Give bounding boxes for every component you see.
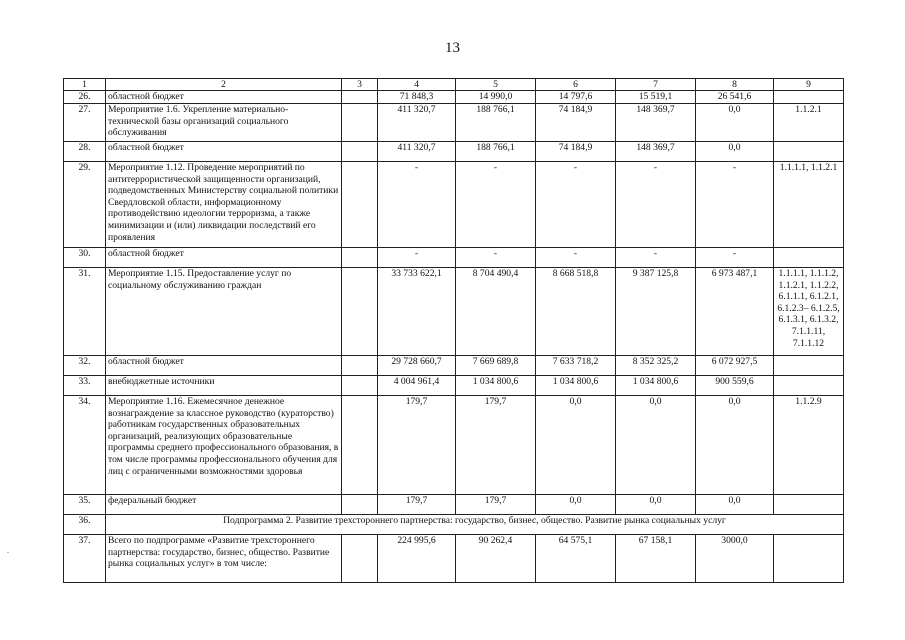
- col3-cell: [342, 376, 378, 396]
- value-cell: 15 519,1: [616, 91, 696, 104]
- row-number: 31.: [64, 268, 106, 356]
- row-number: 33.: [64, 376, 106, 396]
- value-cell: 90 262,4: [456, 535, 536, 583]
- target-code-cell: [774, 91, 844, 104]
- col3-cell: [342, 396, 378, 495]
- row-number: 36.: [64, 515, 106, 535]
- col3-cell: [342, 535, 378, 583]
- header-cell: 9: [774, 79, 844, 91]
- target-code-cell: 1.1.2.9: [774, 396, 844, 495]
- subprogram-row: [64, 515, 844, 535]
- value-cell: 0,0: [696, 104, 774, 142]
- row-number: 30.: [64, 248, 106, 268]
- value-cell: 8 668 518,8: [536, 268, 616, 356]
- value-cell: -: [456, 248, 536, 268]
- table-row: [64, 104, 844, 142]
- header-cell: 7: [616, 79, 696, 91]
- value-cell: 14 990,0: [456, 91, 536, 104]
- value-cell: 179,7: [378, 396, 456, 495]
- row-description: федеральный бюджет: [106, 495, 342, 515]
- value-cell: 0,0: [536, 396, 616, 495]
- value-cell: 0,0: [616, 396, 696, 495]
- value-cell: 29 728 660,7: [378, 356, 456, 376]
- table-row: [64, 495, 844, 515]
- value-cell: 6 072 927,5: [696, 356, 774, 376]
- row-number: 32.: [64, 356, 106, 376]
- value-cell: -: [696, 162, 774, 248]
- value-cell: 8 704 490,4: [456, 268, 536, 356]
- header-cell: 3: [342, 79, 378, 91]
- value-cell: 411 320,7: [378, 142, 456, 162]
- value-cell: -: [616, 248, 696, 268]
- value-cell: -: [696, 248, 774, 268]
- row-description: Мероприятие 1.16. Ежемесячное денежное вознаграждение за классное руководство (кураторство) работникам государственных образовательных организаций, реализующих образовательные программы среднего профессионального образования, в том числе программы профессионального обучения для лиц с ограниченными возможностями здоровья: [106, 396, 342, 495]
- table-row: [64, 142, 844, 162]
- value-cell: 179,7: [378, 495, 456, 515]
- value-cell: 71 848,3: [378, 91, 456, 104]
- table-row: [64, 376, 844, 396]
- table-row: [64, 396, 844, 495]
- value-cell: 64 575,1: [536, 535, 616, 583]
- value-cell: 6 973 487,1: [696, 268, 774, 356]
- value-cell: 900 559,6: [696, 376, 774, 396]
- table-row: [64, 91, 844, 104]
- table-row: [64, 248, 844, 268]
- table-row: [64, 268, 844, 356]
- value-cell: -: [616, 162, 696, 248]
- value-cell: 74 184,9: [536, 142, 616, 162]
- header-cell: 2: [106, 79, 342, 91]
- header-cell: 1: [64, 79, 106, 91]
- target-code-cell: 1.1.1.1, 1.1.2.1: [774, 162, 844, 248]
- value-cell: 0,0: [696, 396, 774, 495]
- row-description: областной бюджет: [106, 91, 342, 104]
- value-cell: -: [378, 248, 456, 268]
- value-cell: 179,7: [456, 495, 536, 515]
- value-cell: 188 766,1: [456, 104, 536, 142]
- header-cell: 8: [696, 79, 774, 91]
- value-cell: 188 766,1: [456, 142, 536, 162]
- value-cell: 33 733 622,1: [378, 268, 456, 356]
- target-code-cell: [774, 356, 844, 376]
- budget-table: [63, 78, 844, 583]
- row-description: областной бюджет: [106, 248, 342, 268]
- row-number: 35.: [64, 495, 106, 515]
- stray-mark: .: [7, 546, 9, 555]
- col3-cell: [342, 356, 378, 376]
- table-row: [64, 535, 844, 583]
- value-cell: 8 352 325,2: [616, 356, 696, 376]
- header-cell: 4: [378, 79, 456, 91]
- target-code-cell: [774, 248, 844, 268]
- row-number: 28.: [64, 142, 106, 162]
- value-cell: 224 995,6: [378, 535, 456, 583]
- value-cell: 148 369,7: [616, 142, 696, 162]
- subprogram-title: Подпрограмма 2. Развитие трехстороннего партнерства: государство, бизнес, общество. Развитие рынка социальных услуг: [106, 515, 844, 535]
- col3-cell: [342, 162, 378, 248]
- value-cell: 148 369,7: [616, 104, 696, 142]
- value-cell: 0,0: [696, 495, 774, 515]
- value-cell: -: [456, 162, 536, 248]
- col3-cell: [342, 248, 378, 268]
- page-number: 13: [445, 40, 460, 56]
- target-code-cell: [774, 142, 844, 162]
- value-cell: 0,0: [616, 495, 696, 515]
- row-description: Мероприятие 1.12. Проведение мероприятий по антитеррористической защищенности организаций, подведомственных Министерству социальной политики Свердловской области, информационному противодействию идеологии терроризма, а также минимизации и (или) ликвидации последствий его проявления: [106, 162, 342, 248]
- value-cell: 179,7: [456, 396, 536, 495]
- row-description: Мероприятие 1.6. Укрепление материально-технической базы организаций социального обслуживания: [106, 104, 342, 142]
- table-row: [64, 162, 844, 248]
- row-description: областной бюджет: [106, 356, 342, 376]
- target-code-cell: [774, 535, 844, 583]
- value-cell: 26 541,6: [696, 91, 774, 104]
- value-cell: 411 320,7: [378, 104, 456, 142]
- header-cell: 5: [456, 79, 536, 91]
- table-row: [64, 356, 844, 376]
- row-number: 37.: [64, 535, 106, 583]
- value-cell: 0,0: [696, 142, 774, 162]
- value-cell: 7 633 718,2: [536, 356, 616, 376]
- row-description: областной бюджет: [106, 142, 342, 162]
- value-cell: 4 004 961,4: [378, 376, 456, 396]
- col3-cell: [342, 268, 378, 356]
- value-cell: 3000,0: [696, 535, 774, 583]
- header-cell: 6: [536, 79, 616, 91]
- value-cell: 1 034 800,6: [616, 376, 696, 396]
- value-cell: 14 797,6: [536, 91, 616, 104]
- row-number: 29.: [64, 162, 106, 248]
- value-cell: 1 034 800,6: [536, 376, 616, 396]
- row-description: внебюджетные источники: [106, 376, 342, 396]
- target-code-cell: 1.1.1.1, 1.1.1.2, 1.1.2.1, 1.1.2.2, 6.1.1.1, 6.1.2.1, 6.1.2.3– 6.1.2.5, 6.1.3.1, 6.1.3.2, 7.1.1.11, 7.1.1.12: [774, 268, 844, 356]
- value-cell: 1 034 800,6: [456, 376, 536, 396]
- value-cell: -: [536, 248, 616, 268]
- value-cell: 7 669 689,8: [456, 356, 536, 376]
- target-code-cell: [774, 376, 844, 396]
- row-number: 27.: [64, 104, 106, 142]
- col3-cell: [342, 142, 378, 162]
- value-cell: -: [378, 162, 456, 248]
- row-number: 34.: [64, 396, 106, 495]
- value-cell: 67 158,1: [616, 535, 696, 583]
- value-cell: 74 184,9: [536, 104, 616, 142]
- target-code-cell: [774, 495, 844, 515]
- value-cell: 9 387 125,8: [616, 268, 696, 356]
- value-cell: -: [536, 162, 616, 248]
- col3-cell: [342, 495, 378, 515]
- header-row: [64, 79, 844, 91]
- col3-cell: [342, 104, 378, 142]
- col3-cell: [342, 91, 378, 104]
- target-code-cell: 1.1.2.1: [774, 104, 844, 142]
- row-number: 26.: [64, 91, 106, 104]
- row-description: Всего по подпрограмме «Развитие трехстороннего партнерства: государство, бизнес, общество. Развитие рынка социальных услуг» в том числе:: [106, 535, 342, 583]
- value-cell: 0,0: [536, 495, 616, 515]
- row-description: Мероприятие 1.15. Предоставление услуг по социальному обслуживанию граждан: [106, 268, 342, 356]
